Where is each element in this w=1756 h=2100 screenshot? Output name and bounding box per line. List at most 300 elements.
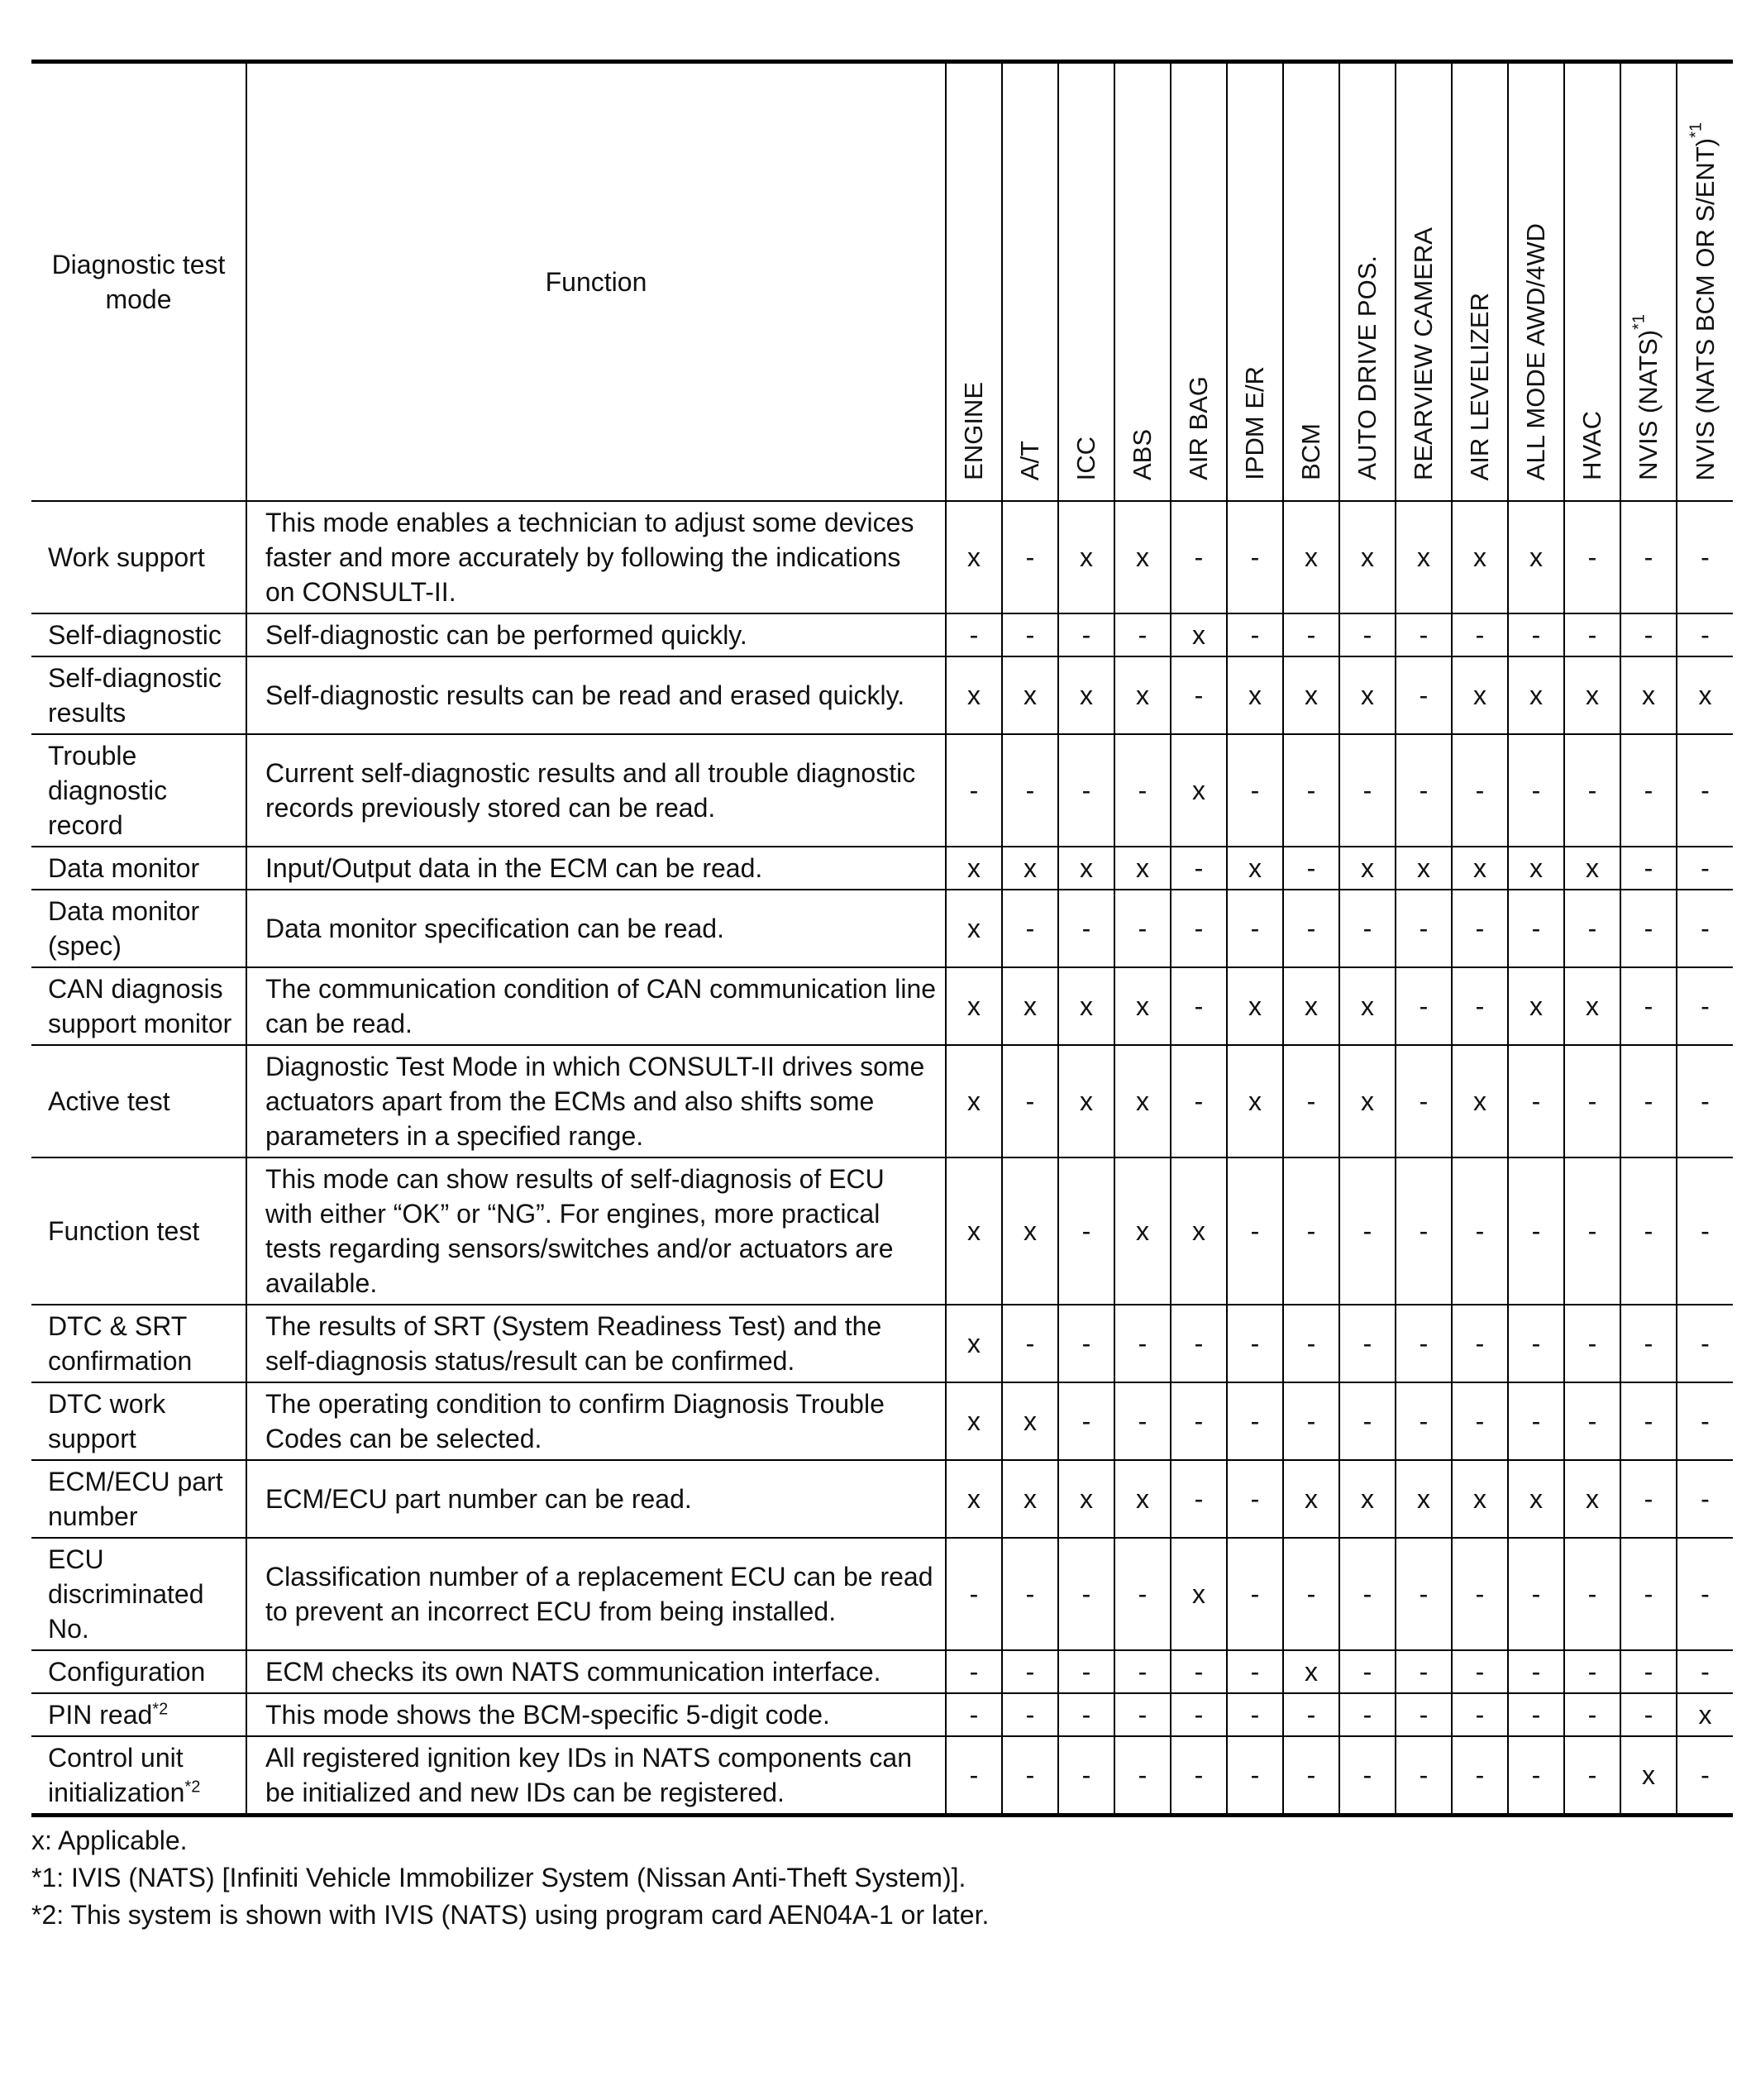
test-mode-cell: [31, 847, 246, 890]
applicability-mark: -: [1396, 1045, 1452, 1157]
system-name: AIR LEVELIZER: [1465, 292, 1494, 480]
applicability-mark: -: [1171, 1045, 1227, 1157]
applicability-mark: x: [1227, 847, 1283, 890]
applicability-mark: x: [1283, 967, 1339, 1045]
system-column-header: [946, 62, 1002, 502]
function-description: The operating condition to confirm Diagnosis Trouble Codes can be selected.: [246, 1382, 946, 1460]
applicability-mark: -: [1002, 890, 1058, 967]
test-mode-name: Work support: [48, 542, 205, 572]
system-column-header: [1114, 62, 1171, 502]
applicability-mark: -: [1058, 1157, 1114, 1305]
table-row: [31, 847, 1733, 890]
applicability-mark: -: [1620, 734, 1677, 847]
applicability-mark: x: [1452, 656, 1508, 734]
applicability-mark: -: [1283, 734, 1339, 847]
applicability-mark: -: [1339, 1736, 1396, 1816]
system-column-header: [1620, 62, 1677, 502]
system-column-label: [1071, 437, 1101, 480]
applicability-mark: x: [1508, 501, 1564, 613]
footnote-1: *1: IVIS (NATS) [Infiniti Vehicle Immobilizer System (Nissan Anti-Theft System)].: [31, 1863, 966, 1892]
applicability-mark: -: [1508, 734, 1564, 847]
applicability-mark: -: [1339, 1305, 1396, 1382]
applicability-mark: -: [1114, 1538, 1171, 1650]
applicability-mark: -: [1564, 890, 1620, 967]
applicability-mark: -: [1452, 1382, 1508, 1460]
table-row: [31, 734, 1733, 847]
applicability-mark: -: [1564, 1305, 1620, 1382]
footnote-ref: *1: [1630, 314, 1649, 330]
applicability-mark: -: [1114, 734, 1171, 847]
applicability-mark: -: [1339, 1693, 1396, 1736]
system-column-header: [1396, 62, 1452, 502]
applicability-mark: -: [1564, 734, 1620, 847]
applicability-mark: -: [1002, 1538, 1058, 1650]
applicability-mark: -: [1396, 1157, 1452, 1305]
applicability-mark: -: [1677, 613, 1733, 656]
test-mode-cell: [31, 1736, 246, 1816]
test-mode-cell: [31, 1382, 246, 1460]
system-name: IPDM E/R: [1240, 366, 1269, 480]
system-name: A/T: [1015, 440, 1044, 480]
applicability-mark: -: [1564, 1650, 1620, 1693]
applicability-mark: -: [1396, 734, 1452, 847]
test-mode-name: Data monitor: [48, 853, 200, 883]
applicability-mark: x: [1058, 501, 1114, 613]
applicability-mark: -: [1002, 734, 1058, 847]
table-row: [31, 1736, 1733, 1816]
applicability-mark: -: [1058, 1538, 1114, 1650]
applicability-mark: -: [1058, 890, 1114, 967]
applicability-mark: x: [1283, 1460, 1339, 1538]
applicability-mark: -: [1620, 1460, 1677, 1538]
applicability-mark: -: [1452, 1157, 1508, 1305]
test-mode-name: ECU discriminated No.: [48, 1544, 204, 1644]
applicability-mark: x: [946, 656, 1002, 734]
test-mode-cell: [31, 967, 246, 1045]
system-column-header: [1058, 62, 1114, 502]
applicability-mark: -: [1227, 1650, 1283, 1693]
applicability-mark: -: [1058, 1693, 1114, 1736]
applicability-mark: -: [1620, 1305, 1677, 1382]
table-header-row: [31, 62, 1733, 502]
footnotes: [31, 1822, 1730, 1934]
applicability-mark: -: [1114, 1650, 1171, 1693]
applicability-mark: -: [1396, 967, 1452, 1045]
applicability-mark: -: [1620, 1382, 1677, 1460]
applicability-mark: -: [1396, 1736, 1452, 1816]
applicability-mark: -: [1677, 1305, 1733, 1382]
applicability-mark: x: [1058, 656, 1114, 734]
applicability-mark: x: [1171, 613, 1227, 656]
applicability-mark: -: [1227, 890, 1283, 967]
applicability-mark: x: [1339, 847, 1396, 890]
applicability-mark: -: [1677, 847, 1733, 890]
applicability-mark: x: [1114, 501, 1171, 613]
applicability-mark: -: [1677, 1157, 1733, 1305]
applicability-mark: -: [1002, 613, 1058, 656]
applicability-mark: x: [1002, 1382, 1058, 1460]
applicability-mark: x: [1452, 501, 1508, 613]
applicability-mark: -: [1339, 1538, 1396, 1650]
system-name: REARVIEW CAMERA: [1409, 227, 1438, 480]
system-column-label: [959, 382, 989, 480]
applicability-mark: -: [1452, 613, 1508, 656]
applicability-mark: -: [1171, 1305, 1227, 1382]
applicability-mark: -: [1058, 1305, 1114, 1382]
function-description: Input/Output data in the ECM can be read.: [246, 847, 946, 890]
applicability-mark: -: [1620, 1538, 1677, 1650]
applicability-mark: -: [1339, 1650, 1396, 1693]
applicability-mark: x: [946, 890, 1002, 967]
system-column-label: [1015, 441, 1045, 480]
test-mode-name: DTC work support: [48, 1389, 166, 1453]
table-row: [31, 1538, 1733, 1650]
applicability-mark: x: [1620, 1736, 1677, 1816]
applicability-mark: x: [946, 1157, 1002, 1305]
system-name: ABS: [1128, 428, 1157, 480]
applicability-mark: -: [1283, 1157, 1339, 1305]
system-column-label: [1577, 411, 1607, 480]
table-row: [31, 1305, 1733, 1382]
applicability-mark: -: [1620, 501, 1677, 613]
applicability-mark: -: [1508, 890, 1564, 967]
applicability-mark: x: [946, 967, 1002, 1045]
applicability-mark: -: [1396, 890, 1452, 967]
applicability-mark: -: [1396, 1538, 1452, 1650]
function-description: Self-diagnostic can be performed quickly.: [246, 613, 946, 656]
system-name: ENGINE: [959, 382, 988, 480]
applicability-mark: -: [1508, 1693, 1564, 1736]
applicability-mark: x: [1508, 847, 1564, 890]
applicability-mark: -: [1677, 1045, 1733, 1157]
applicability-mark: -: [1677, 1650, 1733, 1693]
system-column-label: [1353, 255, 1382, 480]
test-mode-name: Active test: [48, 1086, 170, 1116]
diagnostic-test-mode-table: [31, 60, 1733, 1817]
document: [31, 60, 1730, 1934]
system-name: NVIS (NATS BCM OR S/ENT): [1690, 137, 1720, 480]
applicability-mark: -: [1677, 1382, 1733, 1460]
applicability-mark: -: [1171, 847, 1227, 890]
applicability-mark: -: [1452, 967, 1508, 1045]
applicability-mark: x: [1114, 1460, 1171, 1538]
applicability-mark: -: [1114, 890, 1171, 967]
test-mode-name: CAN diagnosis support monitor: [48, 974, 232, 1038]
applicability-mark: -: [1620, 1045, 1677, 1157]
applicability-mark: -: [1396, 1693, 1452, 1736]
test-mode-cell: [31, 1460, 246, 1538]
applicability-mark: -: [1508, 1157, 1564, 1305]
applicability-mark: -: [1564, 1736, 1620, 1816]
applicability-mark: x: [1002, 847, 1058, 890]
footnote-applicable: x: Applicable.: [31, 1826, 188, 1855]
applicability-mark: -: [1227, 1157, 1283, 1305]
applicability-mark: -: [1339, 1382, 1396, 1460]
applicability-mark: -: [1002, 1045, 1058, 1157]
applicability-mark: -: [1114, 1382, 1171, 1460]
test-mode-cell: [31, 613, 246, 656]
applicability-mark: -: [1396, 656, 1452, 734]
applicability-mark: x: [1564, 967, 1620, 1045]
applicability-mark: x: [1508, 1460, 1564, 1538]
applicability-mark: x: [1227, 967, 1283, 1045]
system-column-header: [1339, 62, 1396, 502]
applicability-mark: x: [1002, 1460, 1058, 1538]
applicability-mark: -: [1677, 1736, 1733, 1816]
system-name: HVAC: [1577, 411, 1606, 480]
applicability-mark: -: [1508, 1736, 1564, 1816]
test-mode-name: Configuration: [48, 1657, 206, 1687]
applicability-mark: -: [1227, 1693, 1283, 1736]
applicability-mark: -: [946, 734, 1002, 847]
applicability-mark: -: [1283, 1693, 1339, 1736]
applicability-mark: -: [1283, 613, 1339, 656]
system-name: ALL MODE AWD/4WD: [1521, 222, 1550, 480]
function-description: This mode enables a technician to adjust some devices faster and more accurately by following the indications on CONSULT-II.: [246, 501, 946, 613]
applicability-mark: -: [1002, 1693, 1058, 1736]
applicability-mark: -: [1677, 501, 1733, 613]
system-column-label: [1128, 429, 1157, 480]
applicability-mark: -: [946, 1650, 1002, 1693]
table-row: [31, 1157, 1733, 1305]
applicability-mark: -: [1677, 1460, 1733, 1538]
system-name: BCM: [1296, 423, 1325, 480]
applicability-mark: x: [1677, 656, 1733, 734]
applicability-mark: x: [946, 1460, 1002, 1538]
applicability-mark: -: [1564, 1693, 1620, 1736]
test-mode-cell: [31, 890, 246, 967]
applicability-mark: x: [1283, 656, 1339, 734]
applicability-mark: -: [1508, 1538, 1564, 1650]
applicability-mark: -: [1339, 890, 1396, 967]
applicability-mark: x: [1283, 501, 1339, 613]
applicability-mark: -: [1620, 967, 1677, 1045]
applicability-mark: -: [1564, 1157, 1620, 1305]
table-row: [31, 1650, 1733, 1693]
footnote-ref: *2: [152, 1700, 169, 1719]
applicability-mark: -: [1171, 656, 1227, 734]
applicability-mark: -: [1227, 613, 1283, 656]
system-column-label: [1687, 122, 1720, 480]
applicability-mark: x: [1677, 1693, 1733, 1736]
applicability-mark: -: [1227, 1305, 1283, 1382]
applicability-mark: x: [1002, 1157, 1058, 1305]
applicability-mark: -: [1171, 501, 1227, 613]
applicability-mark: -: [1114, 613, 1171, 656]
applicability-mark: x: [1564, 1460, 1620, 1538]
applicability-mark: x: [1283, 1650, 1339, 1693]
function-description: Data monitor specification can be read.: [246, 890, 946, 967]
table-row: [31, 1460, 1733, 1538]
test-mode-cell: [31, 734, 246, 847]
mode-column-header: Diagnostic test mode: [31, 62, 246, 502]
applicability-mark: x: [1227, 656, 1283, 734]
applicability-mark: -: [1452, 1305, 1508, 1382]
applicability-mark: -: [1620, 890, 1677, 967]
applicability-mark: x: [1339, 1045, 1396, 1157]
applicability-mark: -: [1677, 890, 1733, 967]
test-mode-cell: [31, 1693, 246, 1736]
applicability-mark: -: [946, 1736, 1002, 1816]
system-column-header: [1564, 62, 1620, 502]
applicability-mark: x: [1339, 967, 1396, 1045]
applicability-mark: x: [1058, 967, 1114, 1045]
applicability-mark: x: [1452, 847, 1508, 890]
applicability-mark: x: [946, 501, 1002, 613]
applicability-mark: x: [1508, 656, 1564, 734]
applicability-mark: -: [1227, 1460, 1283, 1538]
applicability-mark: -: [1058, 1382, 1114, 1460]
system-column-label: [1296, 423, 1326, 480]
applicability-mark: x: [1396, 847, 1452, 890]
applicability-mark: -: [1002, 1736, 1058, 1816]
applicability-mark: -: [1620, 613, 1677, 656]
applicability-mark: -: [1171, 1650, 1227, 1693]
table-row: [31, 967, 1733, 1045]
system-column-label: [1630, 314, 1663, 480]
test-mode-name: ECM/ECU part number: [48, 1467, 223, 1531]
system-name: AUTO DRIVE POS.: [1353, 255, 1381, 480]
applicability-mark: -: [1452, 1650, 1508, 1693]
system-column-header: [1227, 62, 1283, 502]
function-description: Current self-diagnostic results and all trouble diagnostic records previously stored can be read.: [246, 734, 946, 847]
applicability-mark: x: [946, 1305, 1002, 1382]
applicability-mark: -: [1396, 1650, 1452, 1693]
applicability-mark: -: [946, 1538, 1002, 1650]
applicability-mark: x: [1114, 967, 1171, 1045]
applicability-mark: -: [1396, 613, 1452, 656]
test-mode-cell: [31, 656, 246, 734]
applicability-mark: -: [1508, 1045, 1564, 1157]
applicability-mark: x: [1508, 967, 1564, 1045]
applicability-mark: -: [1171, 1736, 1227, 1816]
applicability-mark: -: [1564, 1045, 1620, 1157]
applicability-mark: -: [1114, 1305, 1171, 1382]
applicability-mark: x: [1114, 847, 1171, 890]
applicability-mark: x: [1114, 656, 1171, 734]
applicability-mark: x: [1339, 501, 1396, 613]
applicability-mark: x: [1058, 847, 1114, 890]
function-column-header: Function: [246, 62, 946, 502]
applicability-mark: -: [1564, 1382, 1620, 1460]
applicability-mark: -: [1508, 1305, 1564, 1382]
applicability-mark: -: [1452, 1538, 1508, 1650]
test-mode-cell: [31, 1157, 246, 1305]
applicability-mark: x: [1058, 1045, 1114, 1157]
applicability-mark: -: [1002, 1305, 1058, 1382]
test-mode-cell: [31, 1045, 246, 1157]
applicability-mark: -: [1171, 1460, 1227, 1538]
footnote-2: *2: This system is shown with IVIS (NATS) using program card AEN04A-1 or later.: [31, 1900, 990, 1930]
system-column-label: [1409, 227, 1439, 480]
applicability-mark: -: [1283, 1538, 1339, 1650]
function-description: The results of SRT (System Readiness Test) and the self-diagnosis status/result can be confirmed.: [246, 1305, 946, 1382]
system-column-label: [1465, 293, 1495, 480]
test-mode-name: DTC & SRT confirmation: [48, 1311, 193, 1376]
system-column-label: [1184, 376, 1214, 480]
applicability-mark: x: [1002, 656, 1058, 734]
applicability-mark: -: [1171, 967, 1227, 1045]
function-description: The communication condition of CAN communication line can be read.: [246, 967, 946, 1045]
applicability-mark: -: [1677, 734, 1733, 847]
applicability-mark: -: [1564, 1538, 1620, 1650]
applicability-mark: -: [1058, 1650, 1114, 1693]
applicability-mark: -: [1283, 890, 1339, 967]
applicability-mark: -: [946, 613, 1002, 656]
system-name: AIR BAG: [1184, 376, 1213, 480]
function-description: All registered ignition key IDs in NATS components can be initialized and new IDs can be registered.: [246, 1736, 946, 1816]
test-mode-cell: [31, 1650, 246, 1693]
applicability-mark: -: [1620, 1650, 1677, 1693]
system-column-header: [1283, 62, 1339, 502]
test-mode-name: Control unit initialization: [48, 1743, 185, 1807]
applicability-mark: x: [1396, 1460, 1452, 1538]
applicability-mark: x: [946, 1382, 1002, 1460]
applicability-mark: x: [1227, 1045, 1283, 1157]
applicability-mark: -: [1058, 734, 1114, 847]
table-row: [31, 890, 1733, 967]
system-column-header: [1452, 62, 1508, 502]
table-row: [31, 1693, 1733, 1736]
function-description: This mode shows the BCM-specific 5-digit code.: [246, 1693, 946, 1736]
function-description: Classification number of a replacement ECU can be read to prevent an incorrect ECU from being installed.: [246, 1538, 946, 1650]
system-column-header: [1002, 62, 1058, 502]
applicability-mark: -: [1620, 1157, 1677, 1305]
applicability-mark: x: [1396, 501, 1452, 613]
applicability-mark: x: [946, 847, 1002, 890]
applicability-mark: -: [1002, 1650, 1058, 1693]
applicability-mark: x: [1171, 1157, 1227, 1305]
applicability-mark: x: [1452, 1045, 1508, 1157]
applicability-mark: -: [1339, 734, 1396, 847]
applicability-mark: -: [1452, 890, 1508, 967]
applicability-mark: -: [1227, 501, 1283, 613]
applicability-mark: -: [1452, 1736, 1508, 1816]
applicability-mark: -: [1677, 1538, 1733, 1650]
test-mode-name: Self-diagnostic: [48, 620, 222, 650]
applicability-mark: -: [1396, 1305, 1452, 1382]
system-column-header: [1508, 62, 1564, 502]
footnote-ref: *2: [184, 1778, 201, 1797]
applicability-mark: -: [1620, 1693, 1677, 1736]
applicability-mark: x: [1564, 847, 1620, 890]
applicability-mark: x: [1620, 656, 1677, 734]
applicability-mark: -: [1452, 1693, 1508, 1736]
applicability-mark: -: [1508, 1382, 1564, 1460]
applicability-mark: x: [1339, 656, 1396, 734]
applicability-mark: x: [1452, 1460, 1508, 1538]
footnote-ref: *1: [1687, 122, 1706, 138]
applicability-mark: -: [1227, 734, 1283, 847]
applicability-mark: x: [1171, 734, 1227, 847]
applicability-mark: x: [1171, 1538, 1227, 1650]
applicability-mark: -: [1114, 1693, 1171, 1736]
table-body: [31, 501, 1733, 1816]
test-mode-name: Self-diagnostic results: [48, 663, 222, 728]
table-row: [31, 613, 1733, 656]
test-mode-cell: [31, 1538, 246, 1650]
function-description: Diagnostic Test Mode in which CONSULT-II drives some actuators apart from the ECMs and also shifts some parameters in a specified range.: [246, 1045, 946, 1157]
table-row: [31, 1382, 1733, 1460]
applicability-mark: -: [1114, 1736, 1171, 1816]
function-description: ECM checks its own NATS communication interface.: [246, 1650, 946, 1693]
table-row: [31, 1045, 1733, 1157]
applicability-mark: -: [1171, 890, 1227, 967]
applicability-mark: -: [1620, 847, 1677, 890]
applicability-mark: x: [946, 1045, 1002, 1157]
applicability-mark: -: [1508, 1650, 1564, 1693]
test-mode-name: Trouble diagnostic record: [48, 741, 168, 840]
